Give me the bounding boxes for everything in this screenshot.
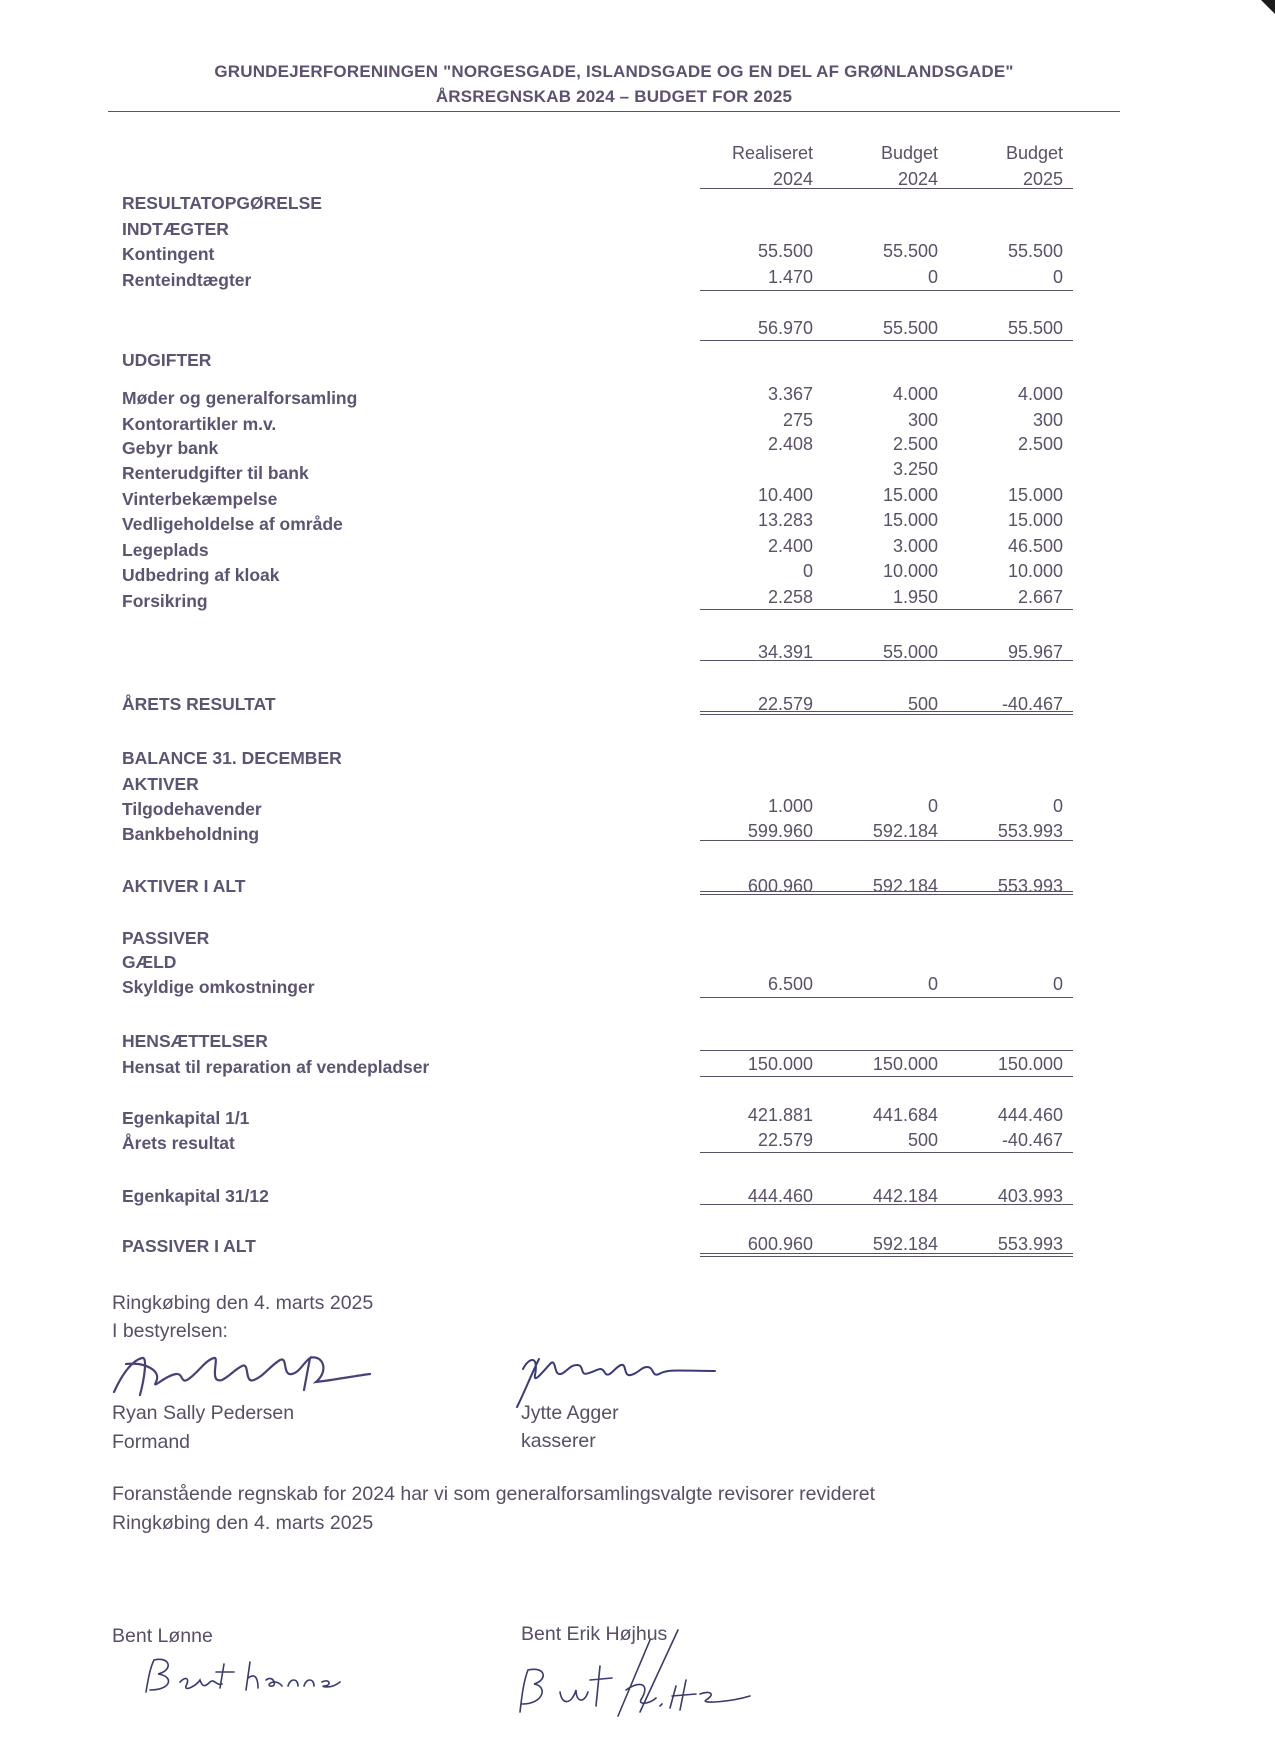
cell-value: 2.258 [767, 587, 813, 607]
signature-bent-erik-hojhus [500, 1620, 760, 1720]
cell-value: -40.467 [1001, 1130, 1063, 1150]
rule-assets-total-double [700, 891, 1073, 895]
row-label: Forsikring [122, 591, 208, 611]
cell-value: 0 [1052, 974, 1063, 994]
cell-value: 10.000 [882, 561, 938, 581]
cell-value: 1.000 [767, 796, 813, 816]
cell-value: 444.460 [997, 1105, 1063, 1125]
signature-ryan-sally-pedersen [104, 1340, 374, 1410]
rule-expenses [700, 609, 1073, 610]
row-label: Møder og generalforsamling [122, 388, 358, 408]
cell-value: 1.470 [767, 267, 813, 287]
audit-date: Ringkøbing den 4. marts 2025 [112, 1512, 374, 1534]
auditor1-name: Bent Lønne [112, 1625, 213, 1647]
cell-value: 2.667 [1017, 587, 1063, 607]
place-date: Ringkøbing den 4. marts 2025 [112, 1292, 374, 1314]
signer2-role: kasserer [521, 1430, 596, 1452]
cell-value: 150.000 [872, 1054, 938, 1074]
cell-value: 592.184 [872, 1234, 938, 1254]
row-label: Vedligeholdelse af område [122, 514, 343, 534]
row-label: PASSIVER [122, 928, 210, 948]
cell-value: 2.400 [767, 536, 813, 556]
cell-value: 46.500 [1007, 536, 1063, 556]
cell-value: 0 [1052, 267, 1063, 287]
cell-value: 0 [927, 267, 938, 287]
cell-value: 553.993 [997, 1234, 1063, 1254]
rule-provisions [700, 1076, 1073, 1077]
column-header-budget-2025: Budget 2025 [1005, 143, 1063, 189]
row-label: Kontingent [122, 244, 215, 264]
cell-value: 275 [782, 410, 813, 430]
cell-value: 553.993 [997, 821, 1063, 841]
cell-value: 599.960 [747, 821, 813, 841]
column-header-realiseret: Realiseret 2024 [731, 143, 813, 189]
cell-value: 2.500 [1017, 434, 1063, 454]
cell-value: 55.500 [757, 241, 813, 261]
row-label: Vinterbekæmpelse [122, 489, 278, 509]
cell-value: 500 [907, 694, 938, 714]
cell-value: 15.000 [882, 485, 938, 505]
cell-value: 4.000 [892, 384, 938, 404]
cell-value: 2.408 [767, 434, 813, 454]
signer1-name: Ryan Sally Pedersen [112, 1402, 295, 1424]
title-rule [108, 111, 1120, 112]
row-label: Tilgodehavender [122, 799, 262, 819]
rule-assets [700, 840, 1073, 841]
cell-value: 0 [802, 561, 813, 581]
cell-value: 3.367 [767, 384, 813, 404]
signer1-role: Formand [112, 1431, 191, 1453]
row-label: ÅRETS RESULTAT [122, 694, 276, 714]
cell-value: 0 [927, 974, 938, 994]
rule-provisions-top [700, 1050, 1073, 1051]
cell-value: 2.500 [892, 434, 938, 454]
rule-income-total [700, 340, 1073, 341]
cell-value: 55.500 [1007, 318, 1063, 338]
row-label: INDTÆGTER [122, 219, 229, 239]
cell-value: 3.000 [892, 536, 938, 556]
header-rule [700, 188, 1073, 189]
cell-value: 56.970 [757, 318, 813, 338]
row-label: Udbedring af kloak [122, 565, 280, 585]
rule-debt [700, 997, 1073, 998]
cell-value: 15.000 [882, 510, 938, 530]
document-title: GRUNDEJERFORENINGEN "NORGESGADE, ISLANDSGADE OG EN DEL AF GRØNLANDSGADE" [214, 62, 1014, 81]
column-header-budget-2024: Budget 2024 [880, 143, 938, 189]
cell-value: 10.400 [757, 485, 813, 505]
cell-value: 15.000 [1007, 485, 1063, 505]
cell-value: 55.500 [882, 241, 938, 261]
signer2-name: Jytte Agger [521, 1402, 619, 1424]
row-label: Kontorartikler m.v. [122, 414, 277, 434]
cell-value: 592.184 [872, 876, 938, 896]
cell-value: 441.684 [872, 1105, 938, 1125]
row-label: Gebyr bank [122, 438, 219, 458]
cell-value: 55.000 [882, 642, 938, 662]
row-label: Egenkapital 31/12 [122, 1186, 269, 1206]
audit-statement: Foranstående regnskab for 2024 har vi som generalforsamlingsvalgte revisorer revideret [112, 1483, 876, 1505]
cell-value: 22.579 [757, 1130, 813, 1150]
row-label: GÆLD [122, 952, 177, 972]
row-label: RESULTATOPGØRELSE [122, 193, 322, 213]
cell-value: 600.960 [747, 876, 813, 896]
cell-value: 500 [907, 1130, 938, 1150]
cell-value: 3.250 [892, 459, 938, 479]
row-label: Skyldige omkostninger [122, 977, 315, 997]
cell-value: 1.950 [892, 587, 938, 607]
document-subtitle: ÅRSREGNSKAB 2024 – BUDGET FOR 2025 [435, 87, 793, 106]
cell-value: 4.000 [1017, 384, 1063, 404]
cell-value: -40.467 [1001, 694, 1063, 714]
cell-value: 442.184 [872, 1186, 938, 1206]
cell-value: 13.283 [757, 510, 813, 530]
cell-value: 444.460 [747, 1186, 813, 1206]
rule-equity [700, 1152, 1073, 1153]
rule-equity-total [700, 1204, 1073, 1205]
cell-value: 421.881 [747, 1105, 813, 1125]
cell-value: 150.000 [997, 1054, 1063, 1074]
scan-edge-mark [1261, 0, 1275, 14]
row-label: BALANCE 31. DECEMBER [122, 748, 342, 768]
cell-value: 15.000 [1007, 510, 1063, 530]
row-label: Legeplads [122, 540, 209, 560]
cell-value: 553.993 [997, 876, 1063, 896]
row-label: Årets resultat [122, 1133, 235, 1153]
cell-value: 55.500 [1007, 241, 1063, 261]
rule-result-double [700, 711, 1073, 715]
cell-value: 300 [907, 410, 938, 430]
row-label: UDGIFTER [122, 350, 212, 370]
cell-value: 600.960 [747, 1234, 813, 1254]
cell-value: 0 [927, 796, 938, 816]
cell-value: 6.500 [767, 974, 813, 994]
row-label: HENSÆTTELSER [122, 1031, 268, 1051]
row-label: Bankbeholdning [122, 824, 260, 844]
row-label: Renteindtægter [122, 270, 252, 290]
row-label: AKTIVER [122, 774, 199, 794]
board-label: I bestyrelsen: [112, 1320, 228, 1342]
cell-value: 95.967 [1007, 642, 1063, 662]
rule-liabilities-total-double [700, 1253, 1073, 1257]
row-label: Egenkapital 1/1 [122, 1108, 250, 1128]
cell-value: 403.993 [997, 1186, 1063, 1206]
cell-value: 592.184 [872, 821, 938, 841]
cell-value: 10.000 [1007, 561, 1063, 581]
cell-value: 300 [1032, 410, 1063, 430]
cell-value: 150.000 [747, 1054, 813, 1074]
cell-value: 22.579 [757, 694, 813, 714]
cell-value: 55.500 [882, 318, 938, 338]
rule-expenses-total [700, 660, 1073, 661]
row-label: PASSIVER I ALT [122, 1236, 256, 1256]
row-label: Renterudgifter til bank [122, 463, 309, 483]
cell-value: 34.391 [757, 642, 813, 662]
row-label: Hensat til reparation af vendepladser [122, 1057, 430, 1077]
auditor2-name: Bent Erik Højhus [521, 1623, 668, 1645]
cell-value: 0 [1052, 796, 1063, 816]
row-label: AKTIVER I ALT [122, 876, 246, 896]
rule-income [700, 290, 1073, 291]
signature-bent-lonne [140, 1652, 350, 1702]
